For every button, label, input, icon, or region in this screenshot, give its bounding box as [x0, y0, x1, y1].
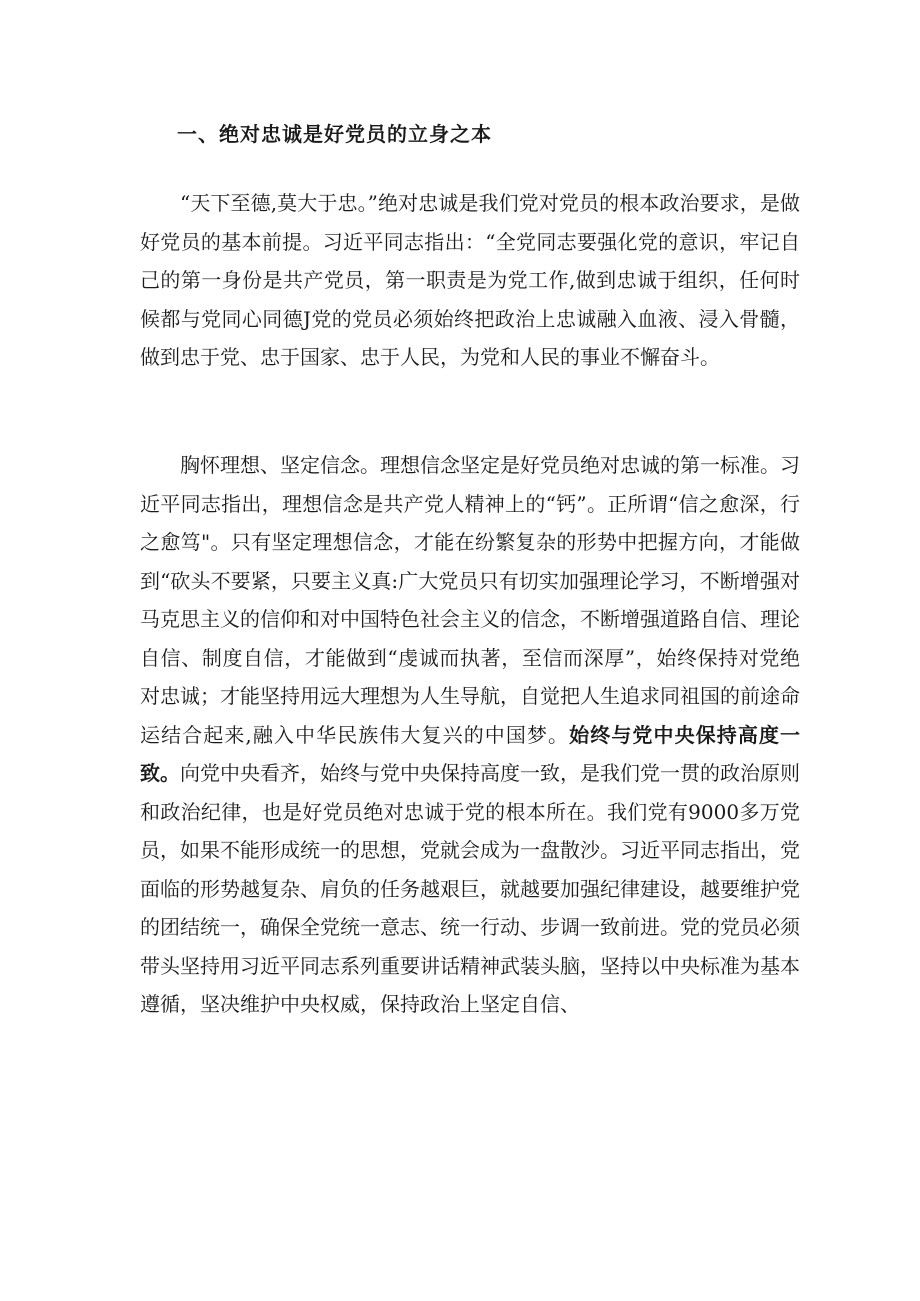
- paragraph-ideals-text: 胸怀理想、坚定信念。理想信念坚定是好党员绝对忠诚的第一标准。习近平同志指出，理想信念是共产党人精神上的“钙”。正所谓“信之愈深，行之愈笃"。只有坚定理想信念，才能在纷繁复杂的形势中把握方向，才能做到“砍头不要紧，只要主义真:广大党员只有切实加强理论学习，不断增强对马克思主义的信仰和对中国特色社会主义的信念，不断增强道路自信、理论自信、制度自信，才能做到“虔诚而执著，至信而深厚”，始终保持对党绝对忠诚；才能坚持用远大理想为人生导航，自觉把人生追求同祖国的前途命运结合起来,融入中华民族伟大复兴的中国梦。: [140, 453, 800, 747]
- section-heading: 一、绝对忠诚是好党员的立身之本: [177, 122, 492, 146]
- paragraph-loyalty-intro: “天下至德,莫大于忠。”绝对忠诚是我们党对党员的根本政治要求，是做好党员的基本前提。习近平同志指出：“全党同志要强化党的意识，牢记自己的第一身份是共产党员，第一职责是为党工作,做到忠诚于组织，任何时候都与党同心同德J党的党员必须始终把政治上忠诚融入血液、浸入骨髓，做到忠于党、忠于国家、忠于人民，为党和人民的事业不懈奋斗。: [140, 191, 800, 369]
- paragraph-ideals-beliefs: [140, 446, 800, 1024]
- bold-subheading-consistency: 始终与党中央保持高度一致。: [140, 722, 801, 785]
- paragraph-consistency-text: 向党中央看齐，始终与党中央保持高度一致，是我们党一贯的政治原则和政治纪律，也是好党员绝对忠诚于党的根本所在。我们党有9000多万党员，如果不能形成统一的思想，党就会成为一盘散沙。习近平同志指出，党面临的形势越复杂、肩负的任务越艰巨，就越要加强纪律建设，越要维护党的团结统一，确保全党统一意志、统一行动、步调一致前进。党的党员必须带头坚持用习近平同志系列重要讲话精神武装头脑，坚持以中央标准为基本遵循，坚决维护中央权威，保持政治上坚定自信、: [140, 761, 800, 1016]
